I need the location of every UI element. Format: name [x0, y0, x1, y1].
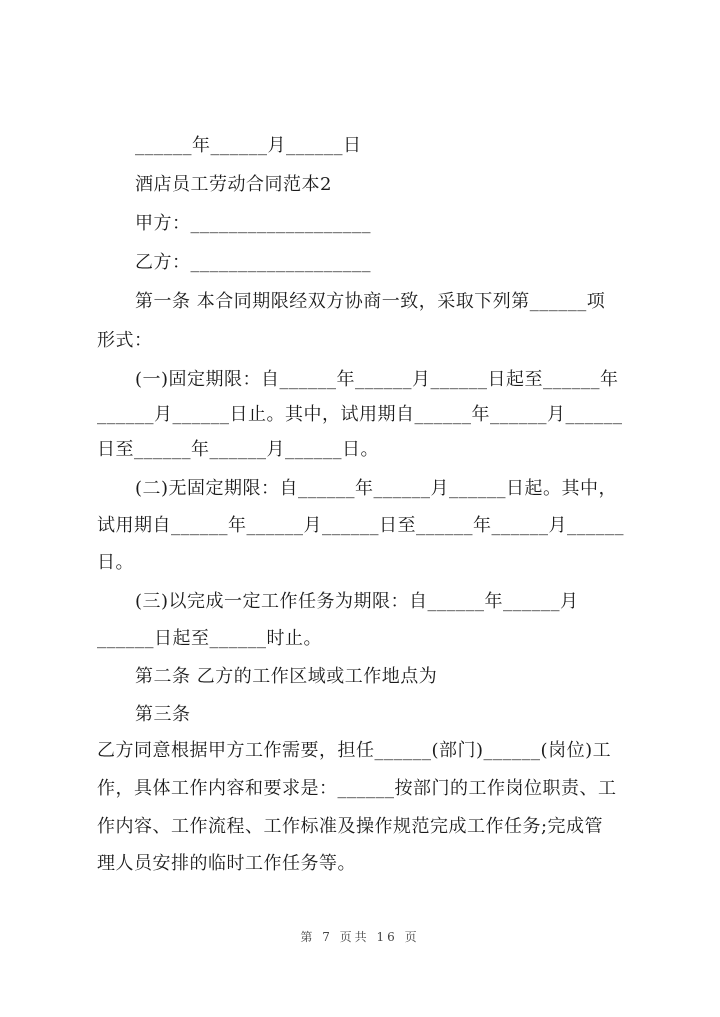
article-1-line: 形式：	[97, 330, 153, 351]
article-3-body-line: 乙方同意根据甲方工作需要，担任______(部门)______(岗位)工	[97, 740, 612, 761]
page-number-footer: 第 7 页共 16 页	[300, 930, 420, 944]
clause-open-term-line: (二)无固定期限：自______年______月______日起。其中，	[135, 478, 618, 499]
clause-fixed-term-line: 日至______年______月______日。	[97, 439, 379, 460]
clause-fixed-term-line: ______月______日止。其中，试用期自______年______月______	[97, 404, 623, 425]
clause-open-term-line: 日。	[97, 552, 134, 573]
clause-open-term-line: 试用期自______年______月______日至______年______月______	[97, 515, 624, 536]
article-3-body-line: 作，具体工作内容和要求是：______按部门的工作岗位职责、工	[97, 778, 617, 799]
article-2-line: 第二条 乙方的工作区域或工作地点为	[135, 666, 438, 687]
date-line: ______年______月______日	[135, 135, 362, 156]
party-a-line: 甲方：___________________	[135, 213, 371, 234]
article-1-line: 第一条 本合同期限经双方协商一致，采取下列第______项	[135, 291, 606, 312]
clause-fixed-term-line: (一)固定期限：自______年______月______日起至______年	[135, 369, 619, 390]
document-title: 酒店员工劳动合同范本2	[135, 174, 332, 195]
party-b-line: 乙方：___________________	[135, 252, 371, 273]
clause-task-term-line: (三)以完成一定工作任务为期限：自______年______月	[135, 591, 579, 612]
article-3-body-line: 理人员安排的临时工作任务等。	[97, 853, 356, 874]
article-3-body-line: 作内容、工作流程、工作标准及操作规范完成工作任务;完成管	[97, 816, 604, 837]
clause-task-term-line: ______日起至______时止。	[97, 628, 322, 649]
article-3-heading: 第三条	[135, 704, 191, 725]
